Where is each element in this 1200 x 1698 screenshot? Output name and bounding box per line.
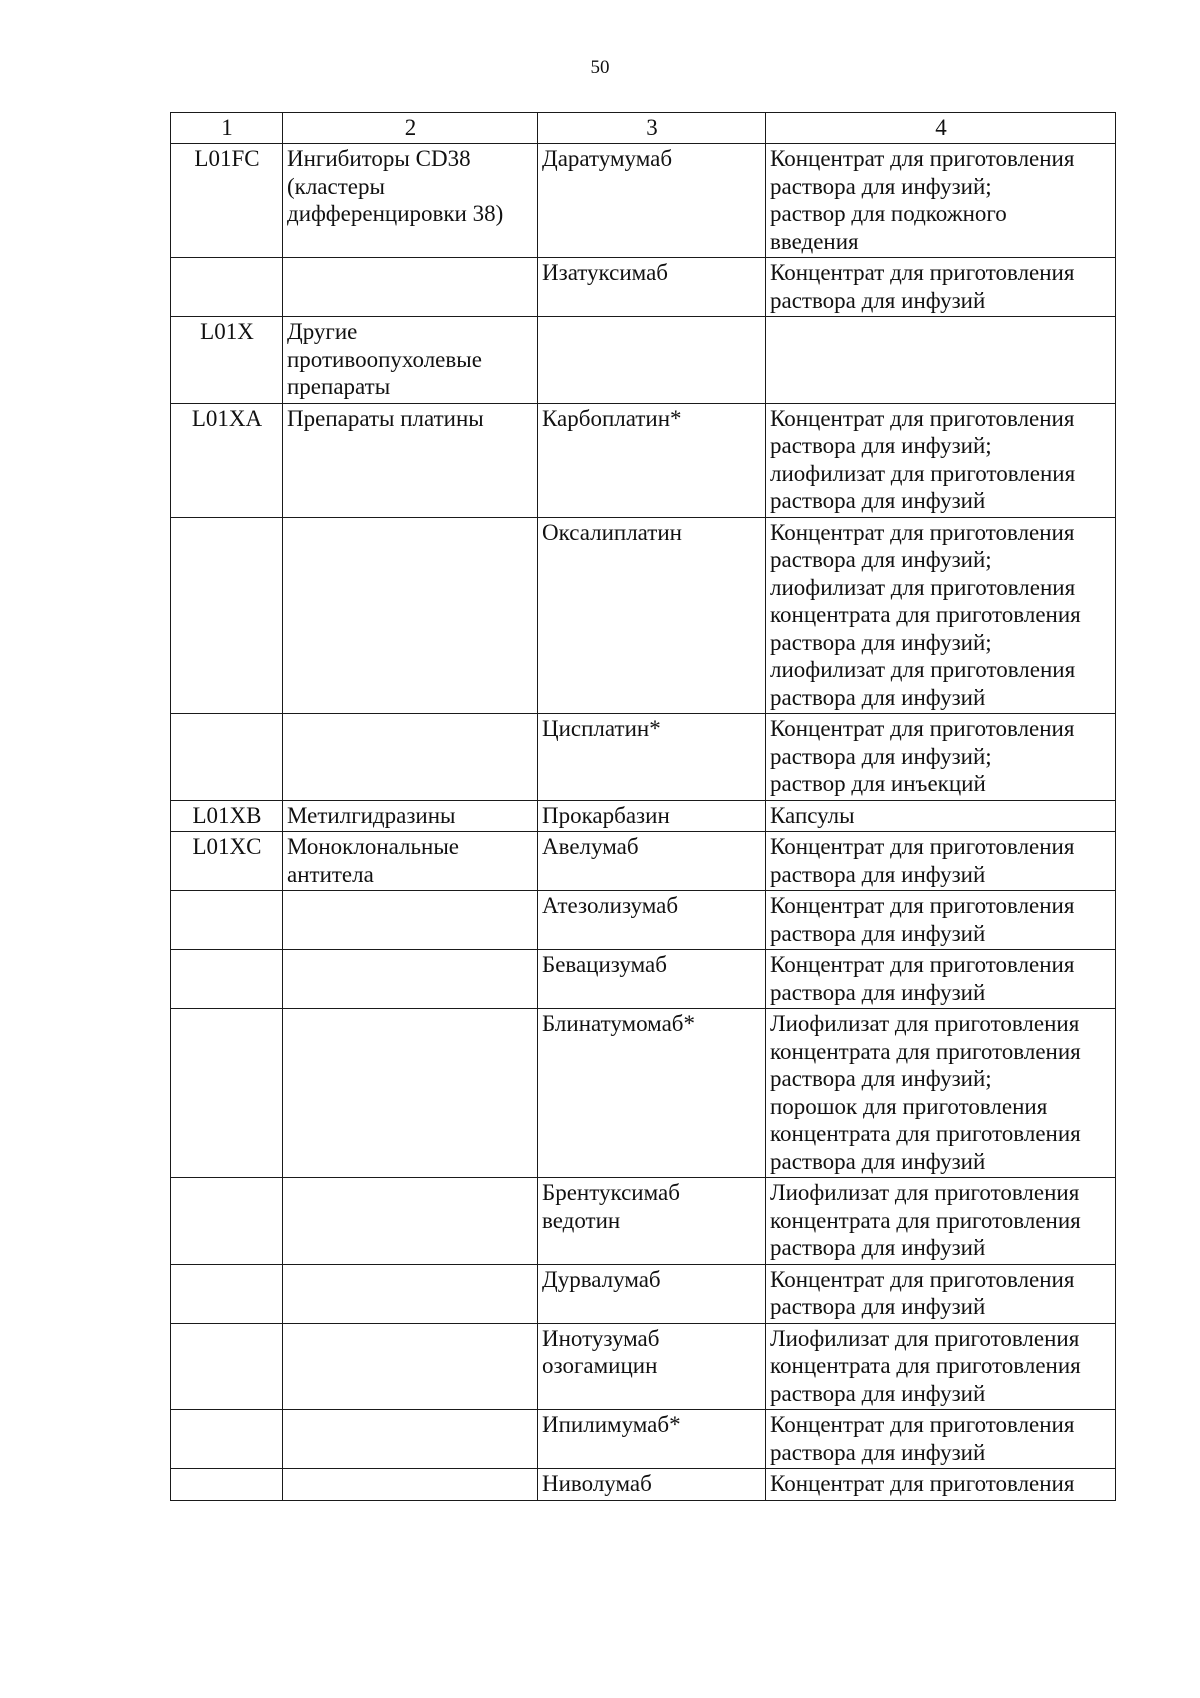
drug-name-line: Авелумаб (542, 834, 639, 859)
page-number: 50 (590, 57, 610, 78)
dosage-form-cell (766, 891, 1116, 950)
dosage-form-line: раствора для инфузий; (770, 547, 992, 572)
dosage-form-line: порошок для приготовления (770, 1093, 1048, 1119)
dosage-form-line: раствора для инфузий; (770, 1066, 992, 1091)
dosage-form-cell (766, 800, 1116, 832)
group-name-cell (283, 800, 538, 832)
atc-code-cell: L01XC (171, 832, 283, 891)
dosage-form-line: раствор для инъекций (770, 771, 986, 796)
table-row (171, 517, 1116, 714)
group-name-cell (283, 403, 538, 517)
dosage-form-cell (766, 1178, 1116, 1265)
table-row (171, 1469, 1116, 1501)
atc-code-cell (171, 1178, 283, 1265)
group-name-cell (283, 1009, 538, 1178)
group-name-line: Другие (287, 319, 358, 344)
dosage-form-line: Лиофилизат для приготовления (770, 1325, 1080, 1351)
drug-name-line: Брентуксимаб (542, 1180, 680, 1205)
atc-code-cell (171, 258, 283, 317)
dosage-form-line: лиофилизат для приготовления (770, 460, 1076, 486)
group-name-line: Моноклональные (287, 834, 459, 859)
atc-code-cell: L01XA (171, 403, 283, 517)
atc-code-cell (171, 950, 283, 1009)
drug-name-line: Атезолизумаб (542, 893, 679, 918)
dosage-form-line: Концентрат для приготовления (770, 519, 1075, 545)
dosage-form-line: раствора для инфузий; (770, 743, 992, 769)
table-row (171, 1410, 1116, 1469)
dosage-form-line: Лиофилизат для приготовления (770, 1180, 1080, 1205)
table-row (171, 1009, 1116, 1178)
group-name-cell (283, 832, 538, 891)
drug-name-line: Ниволумаб (542, 1471, 652, 1496)
dosage-form-line: Концентрат для приготовления (770, 1471, 1075, 1496)
group-name-cell (283, 714, 538, 801)
dosage-form-cell (766, 144, 1116, 258)
atc-code-cell (171, 1469, 283, 1501)
dosage-form-line: раствор для подкожного (770, 201, 1007, 226)
dosage-form-line: Концентрат для приготовления (770, 893, 1075, 918)
dosage-form-cell (766, 517, 1116, 714)
dosage-form-line: Капсулы (770, 802, 855, 828)
group-name-line: Препараты платины (287, 405, 484, 431)
table-row (171, 1264, 1116, 1323)
table-header-row (171, 113, 1116, 144)
dosage-form-line: раствора для инфузий (770, 861, 986, 887)
table-row (171, 891, 1116, 950)
table-row (171, 258, 1116, 317)
dosage-form-cell (766, 950, 1116, 1009)
table-row (171, 714, 1116, 801)
drug-name-cell (538, 1178, 766, 1265)
table-row (171, 950, 1116, 1009)
group-name-cell (283, 1469, 538, 1501)
dosage-form-line: раствора для инфузий (770, 1148, 986, 1174)
dosage-form-line: Концентрат для приготовления (770, 716, 1075, 741)
drug-name-cell (538, 714, 766, 801)
dosage-form-line: раствора для инфузий; (770, 629, 992, 655)
atc-code-cell: L01X (171, 317, 283, 404)
dosage-form-line: лиофилизат для приготовления (770, 574, 1076, 600)
dosage-form-cell (766, 1009, 1116, 1178)
dosage-form-line: Концентрат для приготовления (770, 952, 1075, 977)
dosage-form-line: введения (770, 228, 859, 254)
column-header-4: 4 (766, 113, 1116, 144)
group-name-cell (283, 1178, 538, 1265)
column-header-3: 3 (538, 113, 766, 144)
column-header-1: 1 (171, 113, 283, 144)
dosage-form-line: лиофилизат для приготовления (770, 657, 1076, 682)
dosage-form-line: Концентрат для приготовления (770, 146, 1075, 171)
drug-name-cell (538, 517, 766, 714)
dosage-form-cell (766, 1323, 1116, 1410)
dosage-form-cell (766, 403, 1116, 517)
dosage-form-line: раствора для инфузий (770, 1235, 986, 1260)
atc-code-cell (171, 1410, 283, 1469)
group-name-line: (кластеры (287, 173, 385, 199)
dosage-form-line: Концентрат для приготовления (770, 405, 1075, 431)
dosage-form-line: концентрата для приготовления (770, 1207, 1081, 1233)
atc-code-cell (171, 714, 283, 801)
atc-code-cell: L01XB (171, 800, 283, 832)
dosage-form-line: раствора для инфузий (770, 920, 986, 946)
drug-name-cell (538, 891, 766, 950)
dosage-form-cell (766, 317, 1116, 404)
drug-name-line: Ипилимумаб* (542, 1412, 681, 1437)
dosage-form-cell (766, 1410, 1116, 1469)
drug-name-cell (538, 317, 766, 404)
table-row (171, 317, 1116, 404)
group-name-line: противоопухолевые (287, 346, 482, 372)
drug-name-cell (538, 1323, 766, 1410)
dosage-form-line: Лиофилизат для приготовления (770, 1011, 1080, 1036)
drug-name-cell (538, 1410, 766, 1469)
dosage-form-line: Концентрат для приготовления (770, 1266, 1075, 1292)
medication-table (170, 112, 1116, 1501)
table-row (171, 800, 1116, 832)
dosage-form-line: концентрата для приготовления (770, 1353, 1081, 1378)
dosage-form-cell (766, 1469, 1116, 1501)
dosage-form-line: раствора для инфузий (770, 684, 986, 710)
atc-code-cell: L01FC (171, 144, 283, 258)
table-row (171, 832, 1116, 891)
drug-name-cell (538, 950, 766, 1009)
atc-code-cell (171, 517, 283, 714)
drug-name-cell (538, 258, 766, 317)
group-name-line: антитела (287, 861, 374, 887)
drug-name-line: Блинатумомаб* (542, 1011, 695, 1036)
dosage-form-line: раствора для инфузий (770, 1380, 986, 1406)
group-name-cell (283, 1410, 538, 1469)
dosage-form-line: концентрата для приготовления (770, 602, 1081, 627)
dosage-form-line: раствора для инфузий (770, 287, 986, 313)
dosage-form-line: раствора для инфузий; (770, 173, 992, 199)
dosage-form-line: концентрата для приготовления (770, 1038, 1081, 1064)
dosage-form-line: раствора для инфузий (770, 979, 986, 1005)
group-name-cell (283, 891, 538, 950)
table-row (171, 403, 1116, 517)
dosage-form-cell (766, 832, 1116, 891)
drug-name-line: ведотин (542, 1207, 621, 1233)
dosage-form-line: Концентрат для приготовления (770, 260, 1075, 285)
dosage-form-cell (766, 714, 1116, 801)
group-name-line: Метилгидразины (287, 802, 456, 828)
group-name-cell (283, 144, 538, 258)
atc-code-cell (171, 1009, 283, 1178)
drug-name-line: Инотузумаб (542, 1325, 660, 1351)
group-name-line: Ингибиторы CD38 (287, 146, 471, 171)
drug-name-cell (538, 403, 766, 517)
atc-code-cell (171, 891, 283, 950)
table-row (171, 1178, 1116, 1265)
drug-name-cell (538, 1264, 766, 1323)
table-row (171, 1323, 1116, 1410)
drug-name-line: Изатуксимаб (542, 260, 668, 285)
drug-name-cell (538, 832, 766, 891)
drug-name-line: Карбоплатин* (542, 405, 682, 431)
atc-code-cell (171, 1323, 283, 1410)
group-name-line: препараты (287, 374, 391, 399)
drug-name-line: Оксалиплатин (542, 519, 682, 545)
drug-name-line: Прокарбазин (542, 802, 670, 828)
dosage-form-line: раствора для инфузий (770, 1439, 986, 1465)
drug-name-line: Дурвалумаб (542, 1266, 661, 1292)
dosage-form-line: концентрата для приготовления (770, 1121, 1081, 1146)
dosage-form-cell (766, 258, 1116, 317)
dosage-form-line: Концентрат для приготовления (770, 834, 1075, 859)
table-body (171, 144, 1116, 1501)
dosage-form-cell (766, 1264, 1116, 1323)
drug-name-cell (538, 1469, 766, 1501)
table-row (171, 144, 1116, 258)
drug-name-line: Бевацизумаб (542, 952, 667, 977)
group-name-cell (283, 517, 538, 714)
column-header-2: 2 (283, 113, 538, 144)
drug-name-line: озогамицин (542, 1353, 658, 1378)
atc-code-cell (171, 1264, 283, 1323)
group-name-cell (283, 1264, 538, 1323)
dosage-form-line: раствора для инфузий (770, 488, 986, 513)
dosage-form-line: Концентрат для приготовления (770, 1412, 1075, 1437)
drug-name-cell (538, 800, 766, 832)
drug-name-line: Цисплатин* (542, 716, 661, 741)
drug-name-line: Даратумумаб (542, 146, 673, 171)
group-name-line: дифференцировки 38) (287, 201, 504, 226)
group-name-cell (283, 1323, 538, 1410)
drug-name-cell (538, 1009, 766, 1178)
dosage-form-line: раствора для инфузий (770, 1294, 986, 1319)
group-name-cell (283, 258, 538, 317)
drug-name-cell (538, 144, 766, 258)
group-name-cell (283, 950, 538, 1009)
group-name-cell (283, 317, 538, 404)
dosage-form-line: раствора для инфузий; (770, 433, 992, 458)
